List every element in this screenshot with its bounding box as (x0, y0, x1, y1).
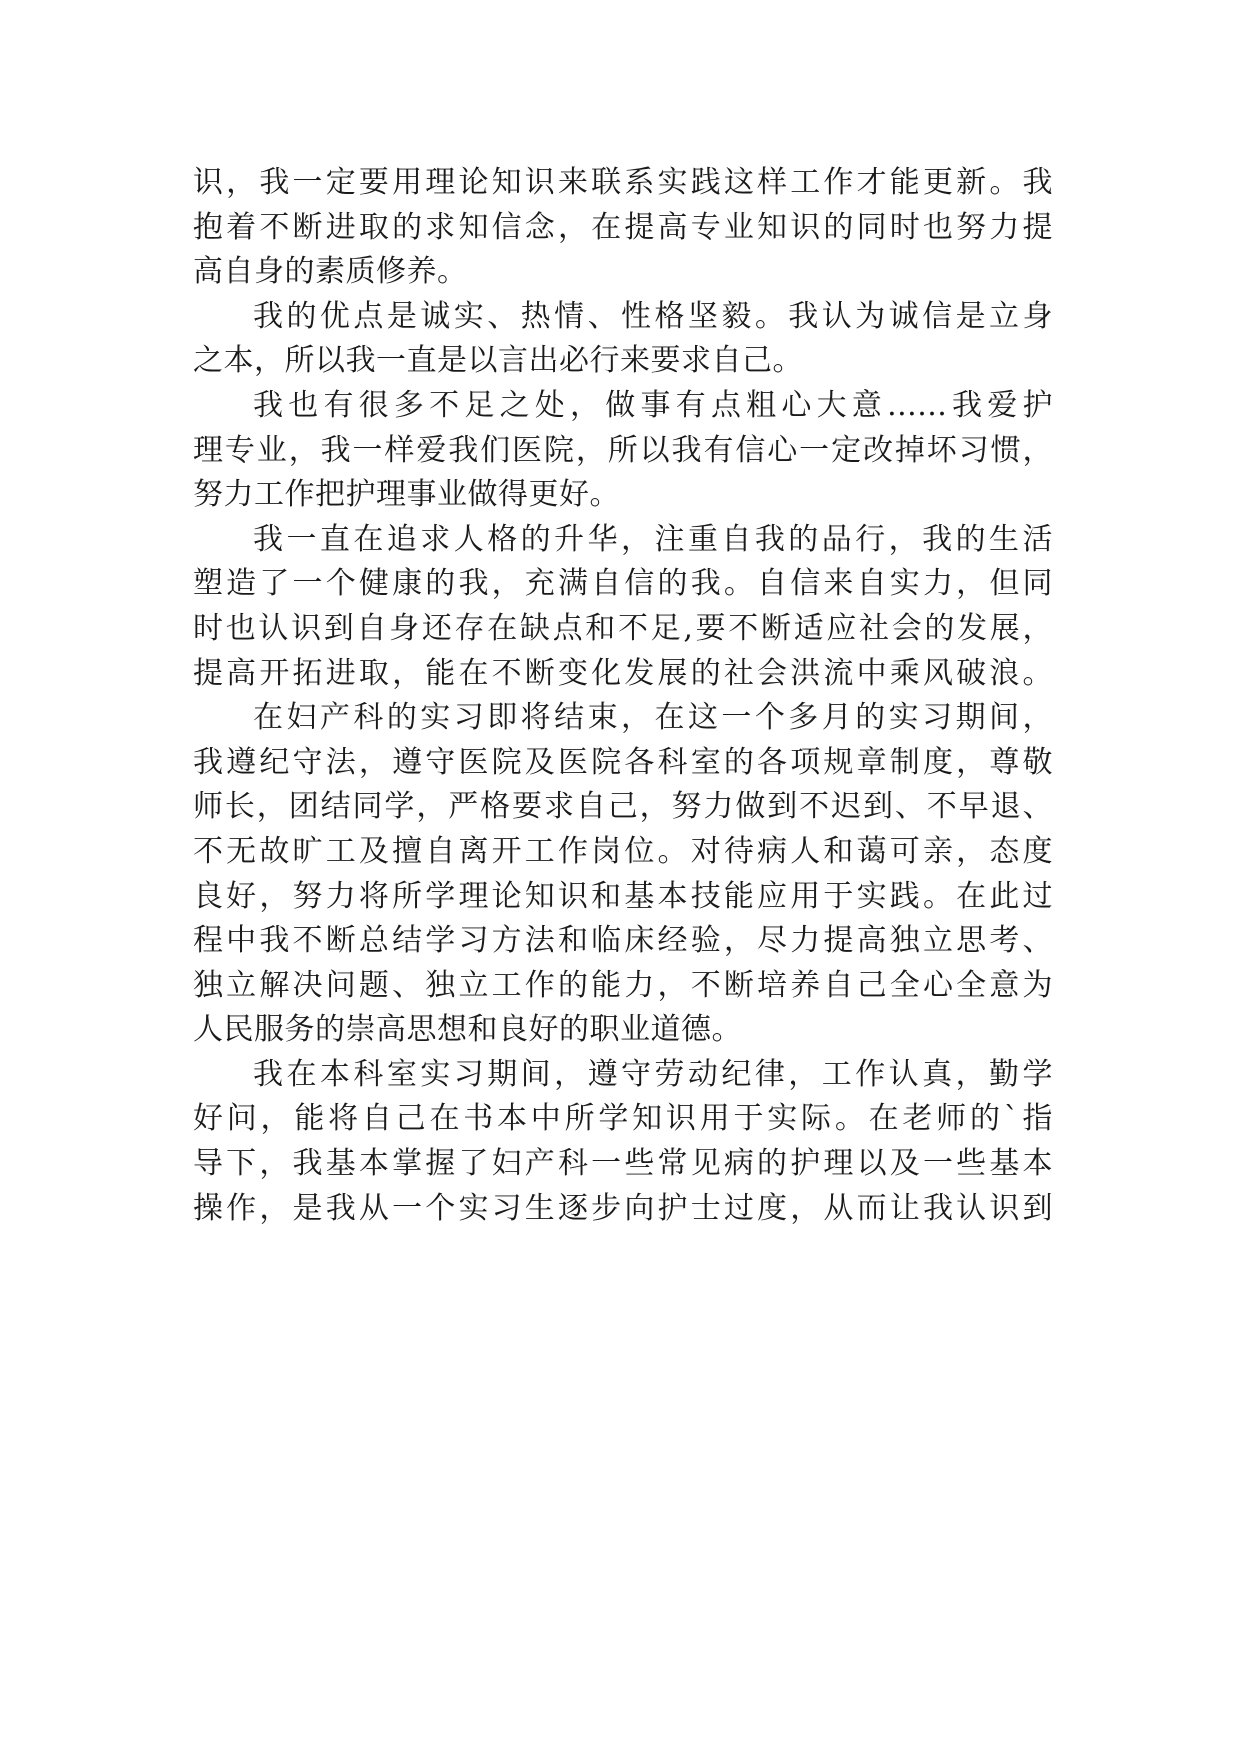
paragraph (193, 384, 1053, 518)
text-line: 提高开拓进取，能在不断变化发展的社会洪流中乘风破浪。 (193, 655, 1053, 691)
body-text (193, 161, 1053, 1231)
text-line: 独立解决问题、独立工作的能力，不断培养自己全心全意为 (193, 967, 1053, 1003)
text-line: 识，我一定要用理论知识来联系实践这样工作才能更新。我 (193, 165, 1053, 200)
text-line: 努力工作把护理事业做得更好。 (193, 477, 620, 513)
text-line: 我也有很多不足之处，做事有点粗心大意......我爱护 (253, 387, 1053, 423)
text-line: 好问，能将自己在书本中所学知识用于实际。在老师的`指 (193, 1101, 1053, 1137)
text-line: 理专业，我一样爱我们医院，所以我有信心一定改掉坏习惯， (193, 432, 1053, 468)
text-line: 在妇产科的实习即将结束，在这一个多月的实习期间， (253, 700, 1053, 736)
text-line: 之本，所以我一直是以言出必行来要求自己。 (193, 343, 803, 379)
text-line: 时也认识到自身还存在缺点和不足,要不断适应社会的发展， (193, 610, 1053, 646)
text-line: 我的优点是诚实、热情、性格坚毅。我认为诚信是立身 (253, 298, 1053, 334)
paragraph (193, 696, 1053, 1053)
text-line: 人民服务的崇高思想和良好的职业道德。 (193, 1012, 742, 1048)
text-line: 师长，团结同学，严格要求自己，努力做到不迟到、不早退、 (193, 789, 1053, 825)
text-line: 程中我不断总结学习方法和临床经验，尽力提高独立思考、 (193, 923, 1053, 959)
text-line: 导下，我基本掌握了妇产科一些常见病的护理以及一些基本 (193, 1146, 1053, 1182)
text-line: 良好，努力将所学理论知识和基本技能应用于实践。在此过 (193, 878, 1053, 914)
text-line: 塑造了一个健康的我，充满自信的我。自信来自实力，但同 (193, 566, 1053, 602)
text-line: 我在本科室实习期间，遵守劳动纪律，工作认真，勤学 (253, 1056, 1053, 1092)
text-line: 我遵纪守法，遵守医院及医院各科室的各项规章制度，尊敬 (193, 744, 1053, 780)
paragraph (193, 295, 1053, 384)
paragraph (193, 518, 1053, 696)
paragraph (193, 161, 1053, 295)
text-line: 我一直在追求人格的升华，注重自我的品行，我的生活 (253, 521, 1053, 557)
text-line: 抱着不断进取的求知信念，在提高专业知识的同时也努力提 (193, 209, 1053, 245)
paragraph (193, 1053, 1053, 1231)
text-line: 高自身的素质修养。 (193, 254, 468, 290)
text-line: 操作，是我从一个实习生逐步向护士过度，从而让我认识到 (193, 1190, 1053, 1226)
text-line: 不无故旷工及擅自离开工作岗位。对待病人和蔼可亲，态度 (193, 833, 1053, 869)
